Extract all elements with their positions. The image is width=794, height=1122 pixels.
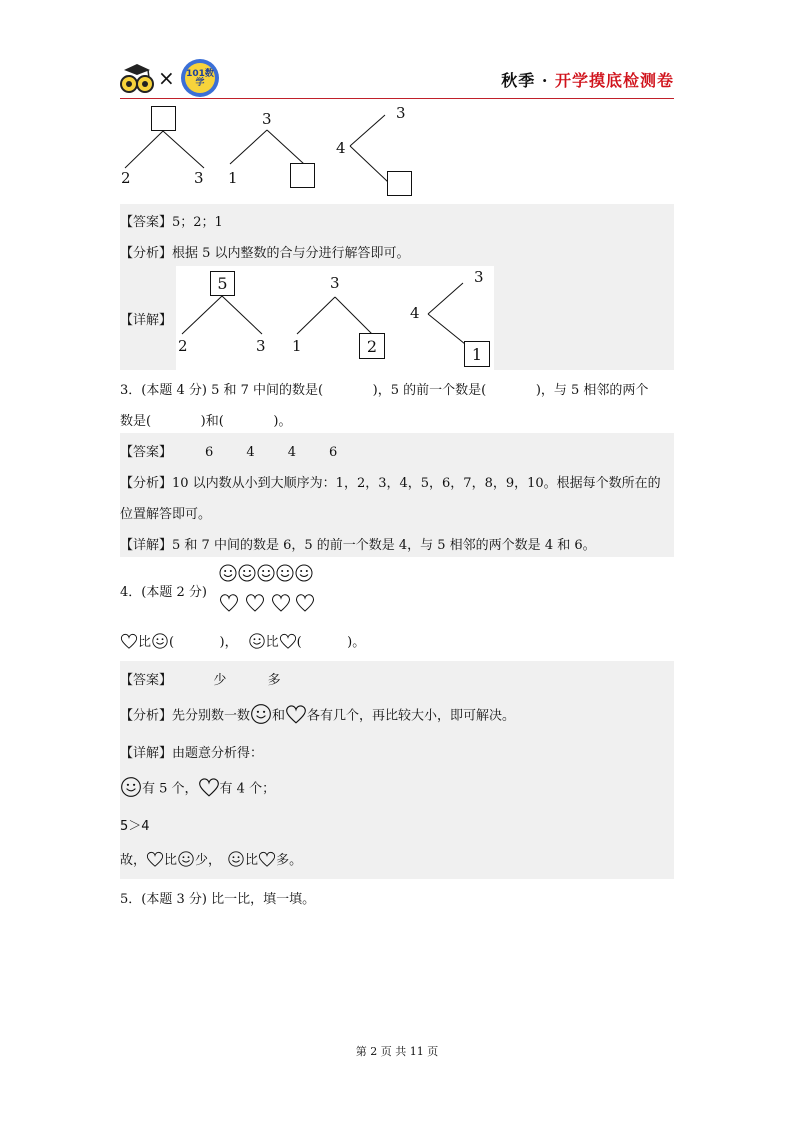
heart-group (219, 592, 319, 614)
detail3-top-number: 3 (474, 268, 484, 286)
diagram2-left-number: 1 (228, 169, 238, 187)
analysis-and: 和 (272, 708, 286, 724)
answer-box: 1 (464, 341, 490, 367)
analysis-text-line2: 位置解答即可。 (120, 507, 212, 522)
conclusion-line (120, 849, 302, 872)
answer-text: 【答案】 6 4 4 6 (120, 445, 338, 460)
question-5: 5．(本题 3 分) 比一比，填一填。 (120, 892, 316, 907)
question-4-prefix: 4．(本题 2 分) (120, 585, 207, 600)
count-heart: 有 4 个； (219, 781, 276, 797)
answer-text: 【答案】 少 多 (120, 673, 281, 688)
detail2-top-number: 3 (330, 274, 340, 292)
detail-label: 【详解】 (120, 313, 173, 328)
conclusion-bi: 比 (164, 853, 178, 868)
smiley-icon (151, 632, 169, 654)
fill-blank-2: ( )。 (296, 635, 366, 650)
smiley-icon (250, 703, 272, 729)
smiley-icon (227, 850, 245, 872)
heart-icon (258, 850, 276, 872)
logo-text: 101数学 (186, 69, 214, 88)
detail-text: 【详解】由题意分析得： (120, 746, 264, 761)
compare-word: 比 (138, 635, 152, 650)
answer-box: 5 (210, 271, 235, 296)
heart-icon (120, 632, 138, 654)
detail-text: 【详解】5 和 7 中间的数是 6，5 的前一个数是 4，与 5 相邻的两个数是 4 和 6。 (120, 538, 596, 553)
heart-row (219, 592, 319, 612)
diagram2-top-number: 3 (262, 110, 272, 128)
conclusion-prefix: 故， (120, 853, 147, 868)
heart-icon (285, 703, 307, 729)
diagram3-left-number: 4 (336, 139, 346, 157)
heart-icon (198, 776, 220, 802)
times-symbol: × (158, 66, 175, 90)
diagram1-right-number: 3 (194, 169, 204, 187)
detail2-left-number: 1 (292, 337, 302, 355)
smiley-group (219, 563, 315, 583)
question-4-fill-line (120, 631, 365, 654)
compare-text: 5＞4 (120, 819, 150, 834)
answer-block (120, 661, 674, 879)
header-title-exam: 开学摸底检测卷 (554, 71, 674, 90)
compare-word: 比 (265, 635, 279, 650)
smiley-row (219, 563, 315, 583)
question-3-line2: 数是( )和( )。 (120, 414, 292, 429)
smiley-icon (248, 632, 266, 654)
header-title-season: 秋季 · (501, 71, 555, 90)
question-3-line1: 3．(本题 4 分) 5 和 7 中间的数是( )，5 的前一个数是( )，与 5 相邻的两个 (120, 383, 649, 398)
smiley-icon (177, 850, 195, 872)
analysis-line (120, 703, 515, 729)
diagram1-left-number: 2 (121, 169, 131, 187)
conclusion-duo: 多。 (276, 853, 303, 868)
page-footer: 第 2 页 共 11 页 (355, 1045, 439, 1058)
conclusion-bi: 比 (245, 853, 259, 868)
analysis-prefix: 【分析】先分别数一数 (120, 708, 251, 724)
answer-box: 2 (359, 333, 385, 359)
fill-blank-1: ( )， (169, 635, 238, 650)
diagram3-top-number: 3 (396, 104, 406, 122)
count-smiley: 有 5 个， (142, 781, 198, 797)
analysis-suffix: 各有几个，再比较大小，即可解决。 (307, 708, 516, 724)
detail3-left-number: 4 (410, 304, 420, 322)
smiley-icon (120, 776, 142, 802)
conclusion-shao: 少， (195, 853, 222, 868)
detail1-right-number: 3 (256, 337, 266, 355)
heart-icon (146, 850, 164, 872)
count-line (120, 776, 275, 802)
analysis-text-line1: 【分析】10 以内数从小到大顺序为：1，2，3，4，5，6，7，8，9，10。根据每个数所在的 (120, 476, 661, 491)
heart-icon (279, 632, 297, 654)
analysis-text: 【分析】根据 5 以内整数的合与分进行解答即可。 (120, 246, 410, 261)
detail1-left-number: 2 (178, 337, 188, 355)
answer-text: 【答案】5；2；1 (120, 215, 223, 230)
